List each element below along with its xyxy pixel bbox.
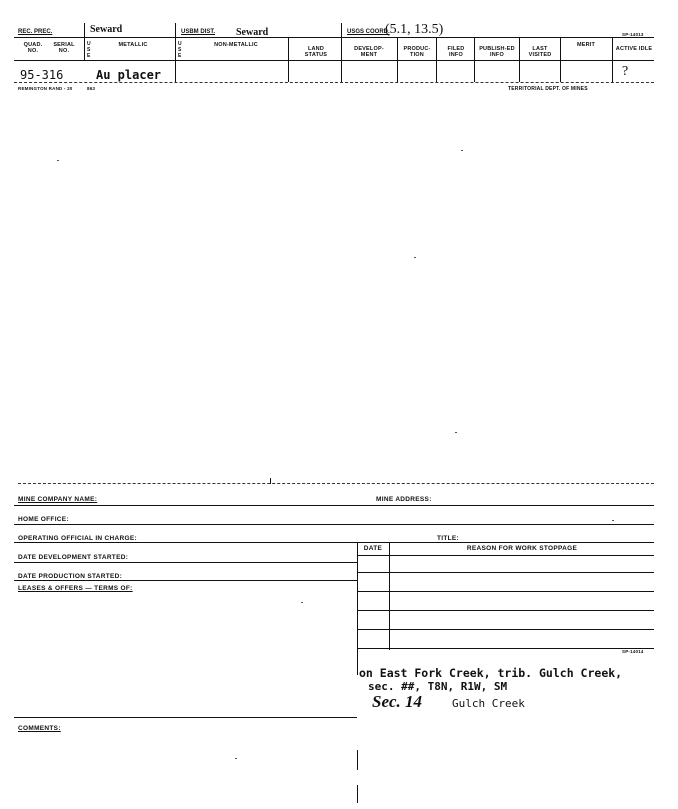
location-line-3: Gulch Creek (452, 697, 525, 710)
rule (357, 610, 654, 611)
date-column-header: DATE (363, 545, 383, 552)
development-header: DEVELOP-MENT (354, 46, 384, 58)
mine-address-label: MINE ADDRESS: (376, 496, 432, 503)
usbm-dist-label: USBM DIST. (181, 29, 216, 35)
sep-v (84, 37, 85, 60)
non-metallic-header: NON-METALLIC (214, 42, 258, 48)
card-edge-mark (270, 478, 271, 484)
sep-v (175, 23, 176, 82)
sep-v (612, 37, 613, 82)
leases-offers-label: LEASES & OFFERS — TERMS OF: (18, 585, 133, 592)
rule (14, 562, 357, 563)
rule (357, 648, 654, 649)
scan-speck (612, 520, 614, 521)
usgs-coord-label: USGS COORD. (347, 29, 390, 35)
rule (357, 572, 654, 573)
printer-code: 863 (87, 86, 96, 91)
sep-v (519, 37, 520, 82)
active-idle-header: ACTIVE IDLE (615, 46, 653, 52)
rec-prec-value: Seward (90, 24, 123, 35)
use-marker: U S E (178, 41, 182, 59)
form-number-top: SP-14013 (622, 32, 644, 37)
quad-serial-value: 95-316 (20, 68, 64, 82)
sep-v (397, 37, 398, 82)
margin-line (357, 750, 358, 770)
rule (14, 717, 357, 718)
merit-header: MERIT (576, 42, 596, 48)
top-rule-dashed (14, 82, 654, 83)
sep-v (84, 23, 85, 38)
rule (14, 505, 654, 506)
quad-no-header: QUAD. NO. (23, 42, 43, 54)
title-label: TITLE: (437, 535, 460, 542)
scan-speck (414, 257, 416, 258)
reason-column-header: REASON FOR WORK STOPPAGE (466, 545, 578, 552)
dept-label: TERRITORIAL DEPT. OF MINES (508, 86, 588, 92)
home-office-label: HOME OFFICE: (18, 516, 69, 523)
rule (14, 542, 654, 543)
rule (357, 555, 654, 556)
usbm-dist-value: Seward (236, 27, 269, 38)
rule (357, 629, 654, 630)
mine-company-name-label: MINE COMPANY NAME: (18, 496, 98, 503)
scan-speck (461, 150, 463, 151)
scan-speck (57, 160, 59, 161)
sep-v (341, 23, 342, 82)
use-marker: U S E (87, 41, 91, 59)
table-border (389, 542, 390, 650)
date-development-started-label: DATE DEVELOPMENT STARTED: (18, 554, 129, 561)
last-visited-header: LAST VISITED (528, 46, 552, 58)
location-line-2: sec. ##, T8N, R1W, SM (368, 680, 508, 693)
top-rule-2 (14, 60, 654, 61)
margin-line (357, 650, 358, 675)
location-line-1: on East Fork Creek, trib. Gulch Creek, (359, 666, 623, 680)
scan-speck (455, 432, 457, 433)
table-border (357, 542, 358, 650)
top-rule-1 (14, 37, 654, 38)
rule (357, 591, 654, 592)
date-production-started-label: DATE PRODUCTION STARTED: (18, 573, 123, 580)
printer-label: REMINGTON RAND - 20 (18, 86, 73, 91)
production-header: PRODUC-TION (403, 46, 431, 58)
active-idle-value: ? (622, 64, 629, 79)
published-info-header: PUBLISH-ED INFO (479, 46, 515, 58)
metallic-value: Au placer (96, 68, 162, 82)
scan-speck (301, 602, 303, 603)
land-status-header: LAND STATUS (304, 46, 328, 58)
filed-info-header: FILED INFO (447, 46, 465, 58)
rule (14, 580, 357, 581)
operating-official-label: OPERATING OFFICIAL IN CHARGE: (18, 535, 137, 542)
metallic-header: METALLIC (118, 42, 148, 48)
scan-speck (235, 758, 237, 759)
rec-prec-label: REC. PREC. (18, 29, 53, 35)
serial-no-header: SERIAL NO. (53, 42, 75, 54)
sep-v (560, 37, 561, 82)
location-handwritten: Sec. 14 (372, 692, 423, 711)
rule (14, 524, 654, 525)
comments-label: COMMENTS: (18, 725, 61, 732)
sep-v (288, 37, 289, 82)
card-top-edge (18, 483, 654, 484)
usgs-coord-value: (5.1, 13.5) (385, 22, 444, 37)
form-number-bottom: SP-14014 (622, 649, 644, 654)
sep-v (474, 37, 475, 82)
margin-line (357, 785, 358, 803)
sep-v (436, 37, 437, 82)
